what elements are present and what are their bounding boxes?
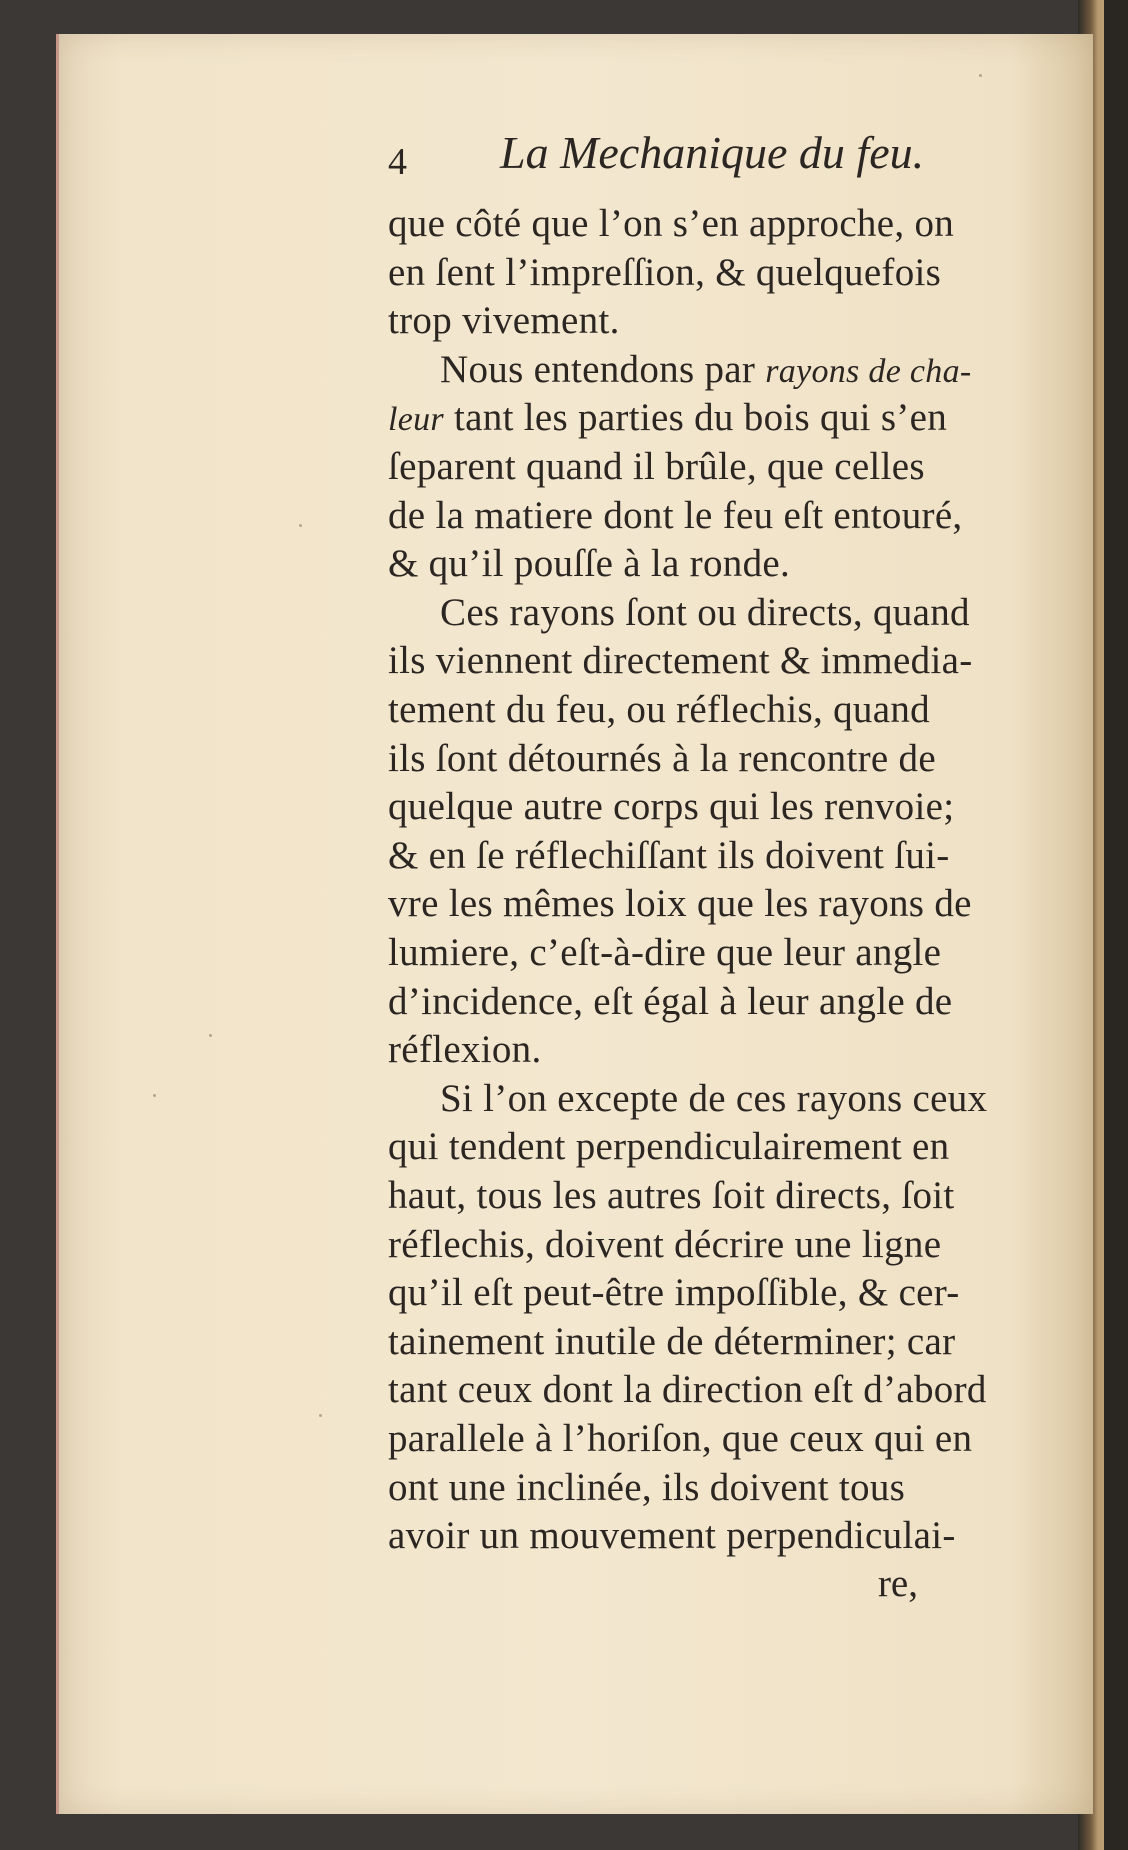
text-line xyxy=(388,637,973,685)
text-line xyxy=(388,880,972,928)
italic-run: leur xyxy=(388,401,444,439)
text-run: lumiere, c’eſt-à-dire que leur angle xyxy=(388,931,942,974)
text-run: haut, tous les autres ſoit directs, ſoit xyxy=(388,1174,955,1217)
italic-run: rayons de cha- xyxy=(765,352,972,390)
text-run: ils viennent directement & immedia- xyxy=(388,639,973,683)
text-run: ſeparent quand il brûle, que celles xyxy=(388,445,925,488)
text-line xyxy=(388,1415,972,1463)
text-line xyxy=(388,249,941,297)
text-run: Ces rayons ſont ou directs, quand xyxy=(440,590,970,634)
text-run: d’incidence, eſt égal à leur angle de xyxy=(388,979,953,1023)
text-run: Nous entendons par xyxy=(440,347,766,391)
text-run: & en ſe réflechiſſant ils doivent ſui- xyxy=(388,833,950,877)
text-line xyxy=(388,1269,960,1317)
text-run: Si l’on excepte de ces rayons ceux xyxy=(440,1076,988,1120)
text-run: quelque autre corps qui les renvoie; xyxy=(388,785,955,829)
text-run: tant les parties du bois qui s’en xyxy=(443,396,948,440)
text-run: que côté que l’on s’en approche, on xyxy=(388,202,955,245)
text-line xyxy=(388,783,954,831)
text-line xyxy=(440,589,970,637)
text-run: tant ceux dont la direction eſt d’abord xyxy=(388,1368,987,1412)
text-line xyxy=(388,1512,956,1560)
text-line xyxy=(388,929,941,977)
binding-shadow xyxy=(1104,0,1128,1850)
text-run: ils ſont détournés à la rencontre de xyxy=(388,736,936,780)
text-run: tainement inutile de déterminer; car xyxy=(388,1319,956,1363)
running-title: La Mechanique du feu. xyxy=(500,127,925,178)
text-line xyxy=(388,200,954,248)
text-line xyxy=(388,1172,955,1220)
page-number: 4 xyxy=(388,141,407,183)
text-run: de la matiere dont le feu eſt entouré, xyxy=(388,493,963,537)
text-line xyxy=(388,1464,905,1512)
text-run: qu’il eſt peut-être impoſſible, & cer- xyxy=(388,1271,960,1315)
text-line xyxy=(388,1318,955,1366)
text-run: qui tendent perpendiculairement en xyxy=(388,1125,950,1169)
text-run: parallele à l’horiſon, que ceux qui en xyxy=(388,1417,973,1460)
text-run: ont une inclinée, ils doivent tous xyxy=(388,1465,906,1509)
text-line xyxy=(388,832,950,880)
text-line xyxy=(388,735,936,783)
text-run: trop vivement. xyxy=(388,299,620,343)
text-line xyxy=(388,686,930,734)
text-run: avoir un mouvement perpendiculai- xyxy=(388,1514,956,1558)
text-line xyxy=(388,297,620,345)
text-run: vre les mêmes loix que les rayons de xyxy=(388,882,972,926)
text-line xyxy=(388,443,925,491)
text-line xyxy=(388,1123,949,1171)
text-line xyxy=(388,1221,941,1269)
text-run: tement du feu, ou réflechis, quand xyxy=(388,688,930,731)
text-line xyxy=(388,492,962,540)
text-line xyxy=(440,346,972,396)
text-line xyxy=(388,978,952,1026)
catchword: re, xyxy=(877,1561,918,1605)
text-line xyxy=(388,540,790,588)
text-line xyxy=(388,394,947,444)
text-run: réflexion. xyxy=(388,1028,542,1072)
text-run: réflechis, doivent décrire une ligne xyxy=(388,1222,942,1266)
text-line xyxy=(388,1366,987,1414)
text-line xyxy=(388,1026,542,1074)
text-run: en ſent l’impreſſion, & quelquefois xyxy=(388,250,942,294)
running-header xyxy=(388,126,988,186)
text-line xyxy=(440,1075,987,1123)
text-run: & qu’il pouſſe à la ronde. xyxy=(388,542,791,586)
